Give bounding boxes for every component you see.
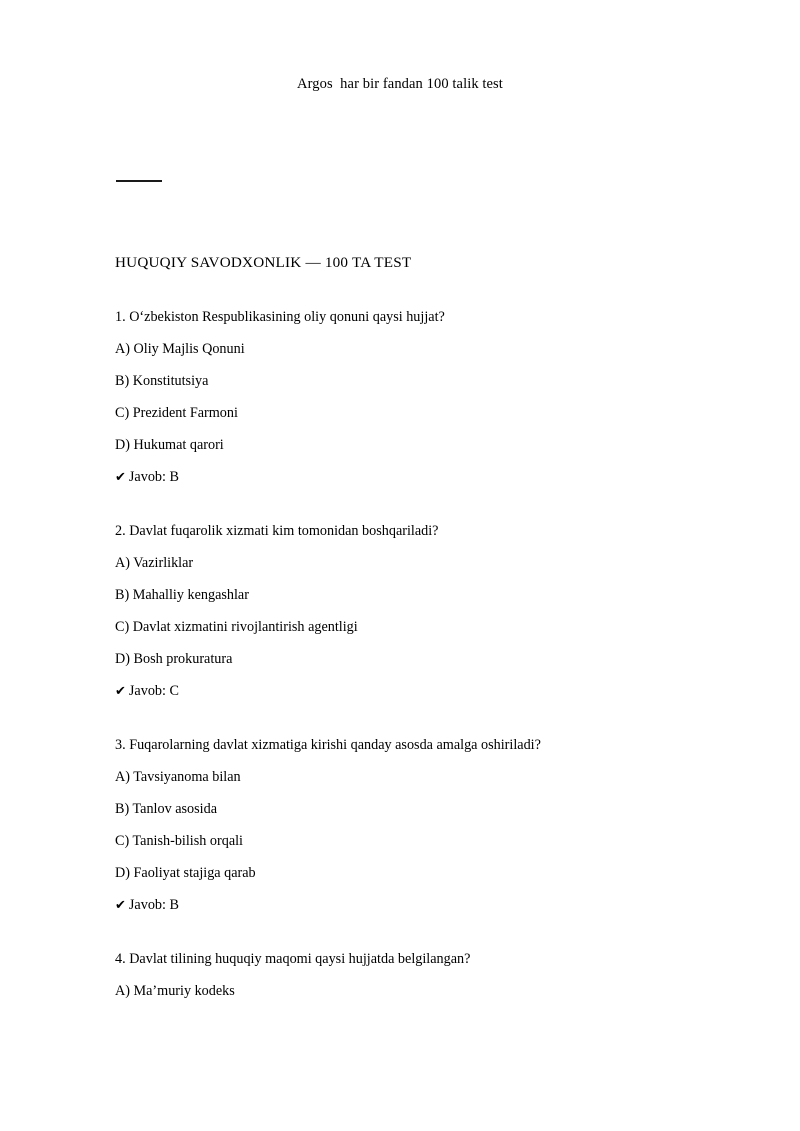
- question-option: B) Mahalliy kengashlar: [115, 587, 249, 603]
- question-option: D) Faoliyat stajiga qarab: [115, 865, 256, 881]
- answer-line: [115, 681, 695, 702]
- question-option: C) Davlat xizmatini rivojlantirish agentligi: [115, 619, 358, 635]
- question-option: B) Tanlov asosida: [115, 801, 217, 817]
- checkmark-icon: ✔: [115, 470, 126, 485]
- question-block: [115, 307, 695, 488]
- checkmark-icon: ✔: [115, 684, 126, 699]
- checkmark-icon: ✔: [115, 898, 126, 913]
- question-option: C) Prezident Farmoni: [115, 405, 238, 421]
- question-text: 2. Davlat fuqarolik xizmati kim tomonidan boshqariladi?: [115, 523, 439, 539]
- question-option: B) Konstitutsiya: [115, 373, 209, 389]
- answer-line: [115, 895, 695, 916]
- horizontal-rule-divider: [116, 180, 162, 182]
- question-option: A) Oliy Majlis Qonuni: [115, 341, 245, 357]
- question-option: C) Tanish-bilish orqali: [115, 833, 243, 849]
- question-option: D) Hukumat qarori: [115, 437, 224, 453]
- answer-line: [115, 467, 695, 488]
- answer-text: Javob: C: [128, 683, 179, 699]
- answer-text: Javob: B: [128, 469, 179, 485]
- section-heading: HUQUQIY SAVODXONLIK — 100 TA TEST: [115, 254, 412, 271]
- question-block: [115, 949, 695, 1001]
- answer-text: Javob: B: [128, 897, 179, 913]
- horizontal-rule-container: [115, 180, 695, 210]
- question-option: A) Ma’muriy kodeks: [115, 983, 235, 999]
- question-text: 1. O‘zbekiston Respublikasining oliy qonuni qaysi hujjat?: [115, 309, 445, 325]
- question-text: 4. Davlat tilining huquqiy maqomi qaysi hujjatda belgilangan?: [115, 951, 471, 967]
- question-block: [115, 735, 695, 916]
- question-option: A) Vazirliklar: [115, 555, 194, 571]
- question-option: D) Bosh prokuratura: [115, 651, 233, 667]
- document-header-title: Argos har bir fandan 100 talik test: [297, 76, 503, 92]
- question-text: 3. Fuqarolarning davlat xizmatiga kirishi qanday asosda amalga oshiriladi?: [115, 737, 541, 753]
- document-body: [115, 168, 695, 1013]
- question-option: A) Tavsiyanoma bilan: [115, 769, 241, 785]
- question-block: [115, 521, 695, 702]
